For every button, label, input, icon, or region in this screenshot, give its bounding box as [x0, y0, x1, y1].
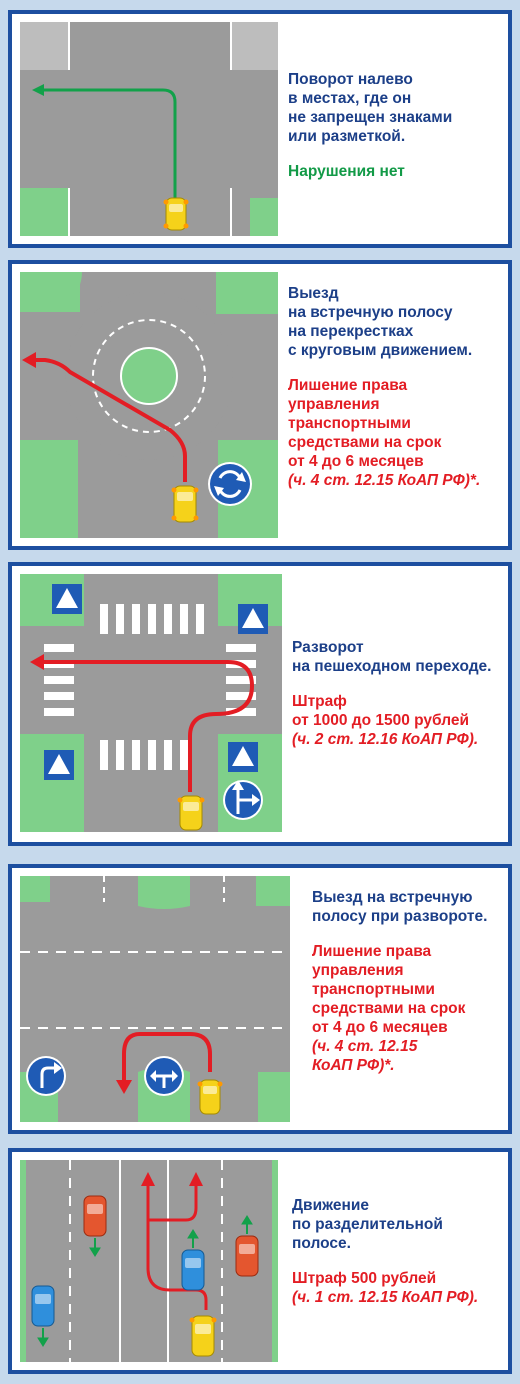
panel-5-title: Движение по разделительной полосе. [292, 1197, 443, 1252]
roundabout-sign-icon [208, 462, 252, 506]
panel-1-status: Нарушения нет [288, 163, 405, 180]
panel-1-title: Поворот налево в местах, где он не запрещен знаками или разметкой. [288, 71, 453, 145]
scene-median [20, 1160, 278, 1362]
panel-5-penalty: Штраф 500 рублей [292, 1270, 437, 1287]
panel-crosswalk-u-turn [8, 562, 512, 846]
car-icon [164, 198, 189, 230]
panel-3-title: Разворот на пешеходном переходе. [292, 639, 492, 675]
panel-3-penalty: Штраф от 1000 до 1500 рублей [292, 693, 470, 729]
scene-crosswalk [20, 574, 282, 832]
scene-roundabout [20, 272, 278, 538]
panel-4-title: Выезд на встречную полосу при развороте. [312, 889, 488, 925]
car-icon [198, 1080, 223, 1114]
panel-3-reference: (ч. 2 ст. 12.16 КоАП РФ). [292, 731, 479, 748]
panel-5-text [292, 1196, 506, 1307]
panel-roundabout [8, 260, 512, 550]
panel-2-text [288, 284, 502, 490]
panel-5-reference: (ч. 1 ст. 12.15 КоАП РФ). [292, 1289, 479, 1306]
panel-4-text [312, 888, 508, 1075]
scene-u-turn [20, 876, 290, 1122]
panel-1-text [288, 70, 498, 181]
panel-u-turn-oncoming [8, 864, 512, 1134]
straight-or-right-sign-icon [223, 780, 263, 820]
car-icon [172, 486, 199, 522]
panel-2-reference: (ч. 4 ст. 12.15 КоАП РФ)*. [288, 472, 481, 489]
scene-left-turn [20, 22, 278, 236]
panel-4-reference: (ч. 4 ст. 12.15 КоАП РФ)*. [312, 1038, 418, 1074]
panel-3-text [292, 638, 510, 749]
panel-left-turn [8, 10, 512, 248]
panel-median-strip [8, 1148, 512, 1374]
panel-2-penalty: Лишение права управления транспортными средствами на срок от 4 до 6 месяцев [288, 377, 442, 470]
panel-4-penalty: Лишение права управления транспортными средствами на срок от 4 до 6 месяцев [312, 943, 466, 1036]
panel-2-title: Выезд на встречную полосу на перекрестках с круговым движением. [288, 285, 473, 359]
car-icon [178, 796, 205, 830]
